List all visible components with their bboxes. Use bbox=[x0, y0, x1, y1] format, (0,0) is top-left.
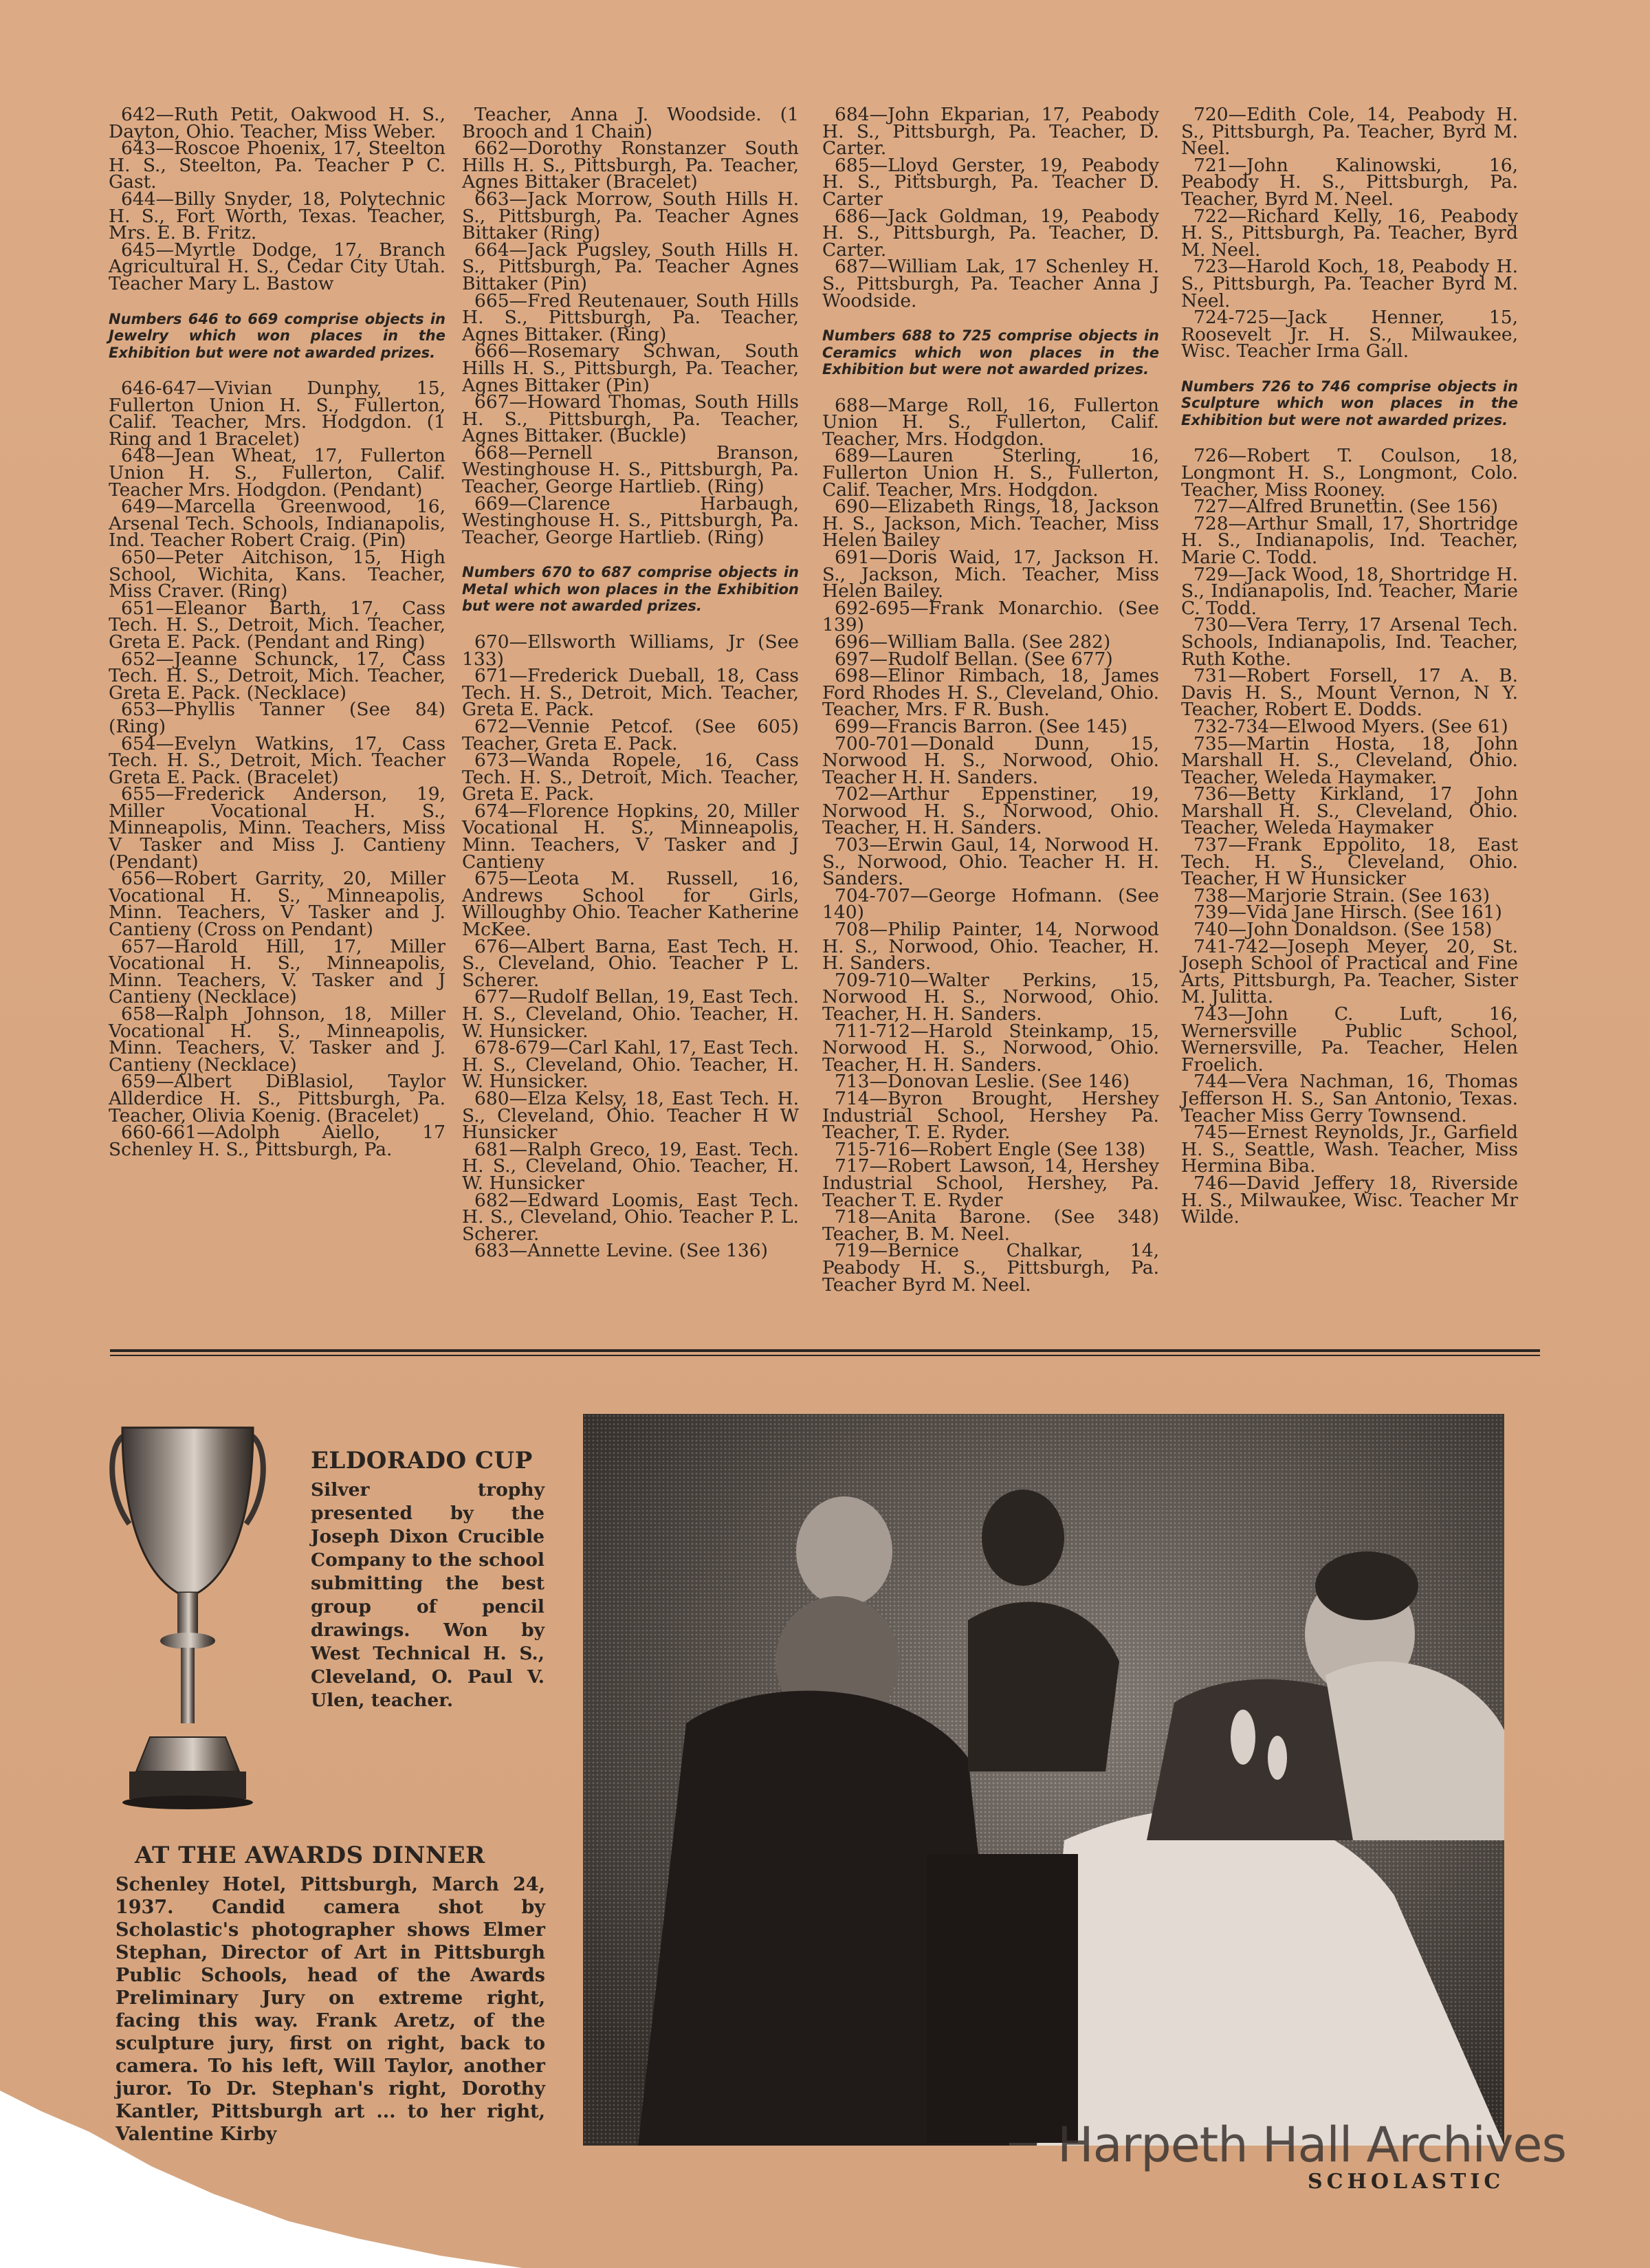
listing-entry: 739—Vida Jane Hirsch. (See 161) bbox=[1194, 902, 1502, 924]
listing-entry: 672—Vennie Petcof. (See 605) Teacher, Greta E. Pack. bbox=[462, 715, 799, 754]
listing-entry: 708—Philip Painter, 14, Norwood H. S., Norwood, Ohio. Teacher, H. H. Sanders. bbox=[822, 919, 1159, 974]
listing-entry: 690—Elizabeth Rings, 18, Jackson H. S., Jackson, Mich. Teacher, Miss Helen Bailey bbox=[822, 496, 1159, 552]
listing-entry: 666—Rosemary Schwan, South Hills H. S., Pittsburgh, Pa. Teacher, Agnes Bittaker (Pin) bbox=[462, 340, 799, 396]
section-divider bbox=[110, 1349, 1540, 1352]
trophy-cup-image bbox=[102, 1414, 274, 1813]
listing-entry: 686—Jack Goldman, 19, Peabody H. S., Pittsburgh, Pa. Teacher, D. Carter. bbox=[822, 205, 1159, 261]
listing-entry: 664—Jack Pugsley, South Hills H. S., Pittsburgh, Pa. Teacher Agnes Bittaker (Pin) bbox=[462, 239, 799, 294]
listing-entry: 720—Edith Cole, 14, Peabody H. S., Pittsburgh, Pa. Teacher, Byrd M. Neel. bbox=[1181, 104, 1518, 160]
listing-entry: 671—Frederick Dueball, 18, Cass Tech. H. S., Detroit, Mich. Teacher, Greta E. Pack. bbox=[462, 665, 799, 721]
listing-entry: 724-725—Jack Henner, 15, Roosevelt Jr. H. S., Milwaukee, Wisc. Teacher Irma Gall. bbox=[1181, 307, 1518, 362]
listing-entry: 680—Elza Kelsy, 18, East Tech. H. S., Cleveland, Ohio. Teacher H W Hunsicker bbox=[462, 1087, 799, 1144]
listing-entry: 662—Dorothy Ronstanzer South Hills H. S., Pittsburgh, Pa. Teacher, Agnes Bittaker (Bracelet) bbox=[462, 138, 799, 193]
section-note: Numbers 670 to 687 comprise objects in Metal which won places in the Exhibition but were not awarded prizes. bbox=[462, 564, 799, 615]
listing-entry: 721—John Kalinowski, 16, Peabody H. S., Pittsburgh, Pa. Teacher, Byrd M. Neel. bbox=[1181, 154, 1518, 210]
listing-entry: 746—David Jeffery 18, Riverside H. S., Milwaukee, Wisc. Teacher Mr Wilde. bbox=[1181, 1172, 1518, 1228]
listing-entry: 659—Albert DiBlasiol, Taylor Allderdice H. S., Pittsburgh, Pa. Teacher, Olivia Koenig. (Bracelet) bbox=[109, 1071, 446, 1126]
listing-entry: 670—Ellsworth Williams, Jr (See 133) bbox=[462, 631, 799, 670]
dinner-caption-title: AT THE AWARDS DINNER bbox=[135, 1842, 485, 1869]
listing-entry: Teacher, Anna J. Woodside. (1 Brooch and 1 Chain) bbox=[462, 104, 799, 142]
listing-entry: 673—Wanda Ropele, 16, Cass Tech. H. S., Detroit, Mich. Teacher, Greta E. Pack. bbox=[462, 750, 799, 805]
listing-entry: 711-712—Harold Steinkamp, 15, Norwood H. S., Norwood, Ohio. Teacher, H. H. Sanders. bbox=[822, 1020, 1159, 1076]
listing-entry: 718—Anita Barone. (See 348) Teacher, B. M. Neel. bbox=[822, 1206, 1159, 1245]
listing-entry: 646-647—Vivian Dunphy, 15, Fullerton Union H. S., Fullerton, Calif. Teacher, Mrs. Hodgdon. (1 Ring and 1 Bracelet) bbox=[109, 378, 446, 450]
listing-entry: 709-710—Walter Perkins, 15, Norwood H. S., Norwood, Ohio. Teacher, H. H. Sanders. bbox=[822, 969, 1159, 1025]
listing-entry: 642—Ruth Petit, Oakwood H. S., Dayton, Ohio. Teacher, Miss Weber. bbox=[109, 104, 446, 142]
listing-entry: 683—Annette Levine. (See 136) bbox=[474, 1240, 768, 1262]
listing-entry: 722—Richard Kelly, 16, Peabody H. S., Pittsburgh, Pa. Teacher, Byrd M. Neel. bbox=[1181, 205, 1518, 261]
listing-entry: 703—Erwin Gaul, 14, Norwood H. S., Norwood, Ohio. Teacher H. H. Sanders. bbox=[822, 834, 1159, 890]
listing-entry: 700-701—Donald Dunn, 15, Norwood H. S., Norwood, Ohio. Teacher H. H. Sanders. bbox=[822, 732, 1159, 788]
listing-entry: 704-707—George Hofmann. (See 140) bbox=[822, 884, 1159, 924]
listing-entry: 675—Leota M. Russell, 16, Andrews School for Girls, Willoughby Ohio. Teacher Katherine McKee. bbox=[462, 868, 799, 941]
listing-entry: 644—Billy Snyder, 18, Polytechnic H. S., Fort Worth, Texas. Teacher, Mrs. E. B. Fritz. bbox=[109, 188, 446, 244]
listing-entry: 651—Eleanor Barth, 17, Cass Tech. H. S., Detroit, Mich. Teacher, Greta E. Pack. (Pendant and Ring) bbox=[109, 597, 446, 653]
listing-entry: 688—Marge Roll, 16, Fullerton Union H. S., Fullerton, Calif. Teacher, Mrs. Hodgdon. bbox=[822, 394, 1159, 450]
archive-watermark: Harpeth Hall Archives bbox=[1057, 2117, 1566, 2173]
listing-entry: 730—Vera Terry, 17 Arsenal Tech. Schools, Indianapolis, Ind. Teacher, Ruth Kothe. bbox=[1181, 614, 1518, 670]
listing-entry: 714—Byron Brought, Hershey Industrial School, Hershey Pa. Teacher, T. E. Ryder. bbox=[822, 1087, 1159, 1144]
listing-entry: 653—Phyllis Tanner (See 84) (Ring) bbox=[109, 699, 446, 737]
section-note: Numbers 726 to 746 comprise objects in Sculpture which won places in the Exhibition but were not awarded prizes. bbox=[1181, 378, 1518, 428]
listing-entry: 648—Jean Wheat, 17, Fullerton Union H. S., Fullerton, Calif. Teacher Mrs. Hodgdon. (Pendant) bbox=[109, 445, 446, 501]
listing-entry: 726—Robert T. Coulson, 18, Longmont H. S., Longmont, Colo. Teacher, Miss Rooney. bbox=[1181, 445, 1518, 501]
listing-entry: 649—Marcella Greenwood, 16, Arsenal Tech. Schools, Indianapolis, Ind. Teacher Robert Craig. (Pin) bbox=[109, 496, 446, 552]
listing-entry: 729—Jack Wood, 18, Shortridge H. S., Indianapolis, Ind. Teacher, Marie C. Todd. bbox=[1181, 563, 1518, 619]
listing-entry: 655—Frederick Anderson, 19, Miller Vocational H. S., Minneapolis, Minn. Teachers, Miss V Tasker and Miss J. Cantieny (Pendant) bbox=[109, 783, 446, 873]
listing-entry: 645—Myrtle Dodge, 17, Branch Agricultural H. S., Cedar City Utah. Teacher Mary L. Bastow bbox=[109, 239, 446, 294]
listing-entry: 723—Harold Koch, 18, Peabody H. S., Pittsburgh, Pa. Teacher Byrd M. Neel. bbox=[1181, 256, 1518, 312]
listing-entry: 656—Robert Garrity, 20, Miller Vocational H. S., Minneapolis, Minn. Teachers, V Tasker and J. Cantieny (Cross on Pendant) bbox=[109, 868, 446, 941]
listing-entry: 735—Martin Hosta, 18, John Marshall H. S., Cleveland, Ohio. Teacher, Weleda Haymaker. bbox=[1181, 732, 1518, 788]
listing-entry: 668—Pernell Branson, Westinghouse H. S., Pittsburgh, Pa. Teacher, George Hartlieb. (Ring) bbox=[462, 441, 799, 498]
cup-caption-title: ELDORADO CUP bbox=[311, 1447, 533, 1474]
listing-entry: 652—Jeanne Schunck, 17, Cass Tech. H. S., Detroit, Mich. Teacher, Greta E. Pack. (Necklace) bbox=[109, 648, 446, 704]
listing-entry: 687—William Lak, 17 Schenley H. S., Pittsburgh, Pa. Teacher Anna J Woodside. bbox=[822, 256, 1159, 312]
listing-entry: 713—Donovan Leslie. (See 146) bbox=[835, 1071, 1130, 1093]
listing-entry: 654—Evelyn Watkins, 17, Cass Tech. H. S., Detroit, Mich. Teacher Greta E. Pack. (Bracelet) bbox=[109, 732, 446, 788]
listing-entry: 738—Marjorie Strain. (See 163) bbox=[1194, 884, 1490, 906]
listing-entry: 682—Edward Loomis, East Tech. H. S., Cleveland, Ohio. Teacher P. L. Scherer. bbox=[462, 1189, 799, 1245]
listing-entry: 698—Elinor Rimbach, 18, James Ford Rhodes H. S., Cleveland, Ohio. Teacher, Mrs. F R. Bush. bbox=[822, 665, 1159, 721]
listing-entry: 669—Clarence Harbaugh, Westinghouse H. S., Pittsburgh, Pa. Teacher, George Hartlieb. (Ring) bbox=[462, 492, 799, 548]
listing-entry: 667—Howard Thomas, South Hills H. S., Pittsburgh, Pa. Teacher, Agnes Bittaker. (Buckle) bbox=[462, 391, 799, 447]
listing-entry: 727—Alfred Brunettin. (See 156) bbox=[1194, 496, 1499, 518]
listing-entry: 717—Robert Lawson, 14, Hershey Industrial School, Hershey, Pa. Teacher T. E. Ryder bbox=[822, 1155, 1159, 1211]
listing-entry: 737—Frank Eppolito, 18, East Tech. H. S., Cleveland, Ohio. Teacher, H W Hunsicker bbox=[1181, 834, 1518, 890]
listing-entry: 699—Francis Barron. (See 145) bbox=[835, 715, 1128, 737]
listing-entry: 692-695—Frank Monarchio. (See 139) bbox=[822, 597, 1159, 636]
dinner-caption-text: Schenley Hotel, Pittsburgh, March 24, 1937. Candid camera shot by Scholastic's photographer shows Elmer Stephan, Director of Art in Pittsburgh Public Schools, head of the Awards Preliminary Jury on extreme right, facing this way. Frank Aretz, of the sculpture jury, first on right, back to camera. To his left, Will Taylor, another juror. To Dr. Stephan's right, Dorothy Kantler, Pittsburgh art ... to her right, Valentine Kirby bbox=[116, 1874, 545, 2145]
listing-entry: 681—Ralph Greco, 19, East. Tech. H. S., Cleveland, Ohio. Teacher, H. W. Hunsicker bbox=[462, 1138, 799, 1194]
listing-entry: 685—Lloyd Gerster, 19, Peabody H. S., Pittsburgh, Pa. Teacher D. Carter bbox=[822, 154, 1159, 210]
listing-entry: 715-716—Robert Engle (See 138) bbox=[835, 1138, 1146, 1160]
listing-entry: 745—Ernest Reynolds, Jr., Garfield H. S., Seattle, Wash. Teacher, Miss Hermina Biba. bbox=[1181, 1122, 1518, 1177]
listing-entry: 702—Arthur Eppenstiner, 19, Norwood H. S., Norwood, Ohio. Teacher, H. H. Sanders. bbox=[822, 783, 1159, 839]
listing-entry: 643—Roscoe Phoenix, 17, Steelton H. S., Steelton, Pa. Teacher P C. Gast. bbox=[109, 138, 446, 193]
listing-entry: 732-734—Elwood Myers. (See 61) bbox=[1194, 715, 1508, 737]
listing-entry: 663—Jack Morrow, South Hills H. S., Pittsburgh, Pa. Teacher Agnes Bittaker (Ring) bbox=[462, 188, 799, 244]
section-note: Numbers 646 to 669 comprise objects in Jewelry which won places in the Exhibition but were not awarded prizes. bbox=[109, 310, 446, 361]
listing-entry: 658—Ralph Johnson, 18, Miller Vocational H. S., Minneapolis, Minn. Teachers, V. Tasker and J. Cantieny (Necklace) bbox=[109, 1003, 446, 1076]
listing-entry: 728—Arthur Small, 17, Shortridge H. S., Indianapolis, Ind. Teacher, Marie C. Todd. bbox=[1181, 512, 1518, 568]
listing-entry: 696—William Balla. (See 282) bbox=[835, 631, 1111, 653]
awards-dinner-photo bbox=[583, 1414, 1504, 2146]
cup-caption-text: Silver trophy presented by the Joseph Dixon Crucible Company to the school submitting the best group of pencil drawings. Won by West Technical H. S., Cleveland, O. Paul V. Ulen, teacher. bbox=[311, 1479, 544, 1711]
listing-column-2 bbox=[462, 104, 799, 1262]
page-footer-publication: SCHOLASTIC bbox=[1308, 2170, 1505, 2194]
listing-entry: 676—Albert Barna, East Tech. H. S., Cleveland, Ohio. Teacher P L. Scherer. bbox=[462, 935, 799, 991]
listing-column-4 bbox=[1181, 104, 1518, 1228]
listing-entry: 674—Florence Hopkins, 20, Miller Vocational H. S., Minneapolis, Minn. Teachers, V Tasker and J Cantieny bbox=[462, 800, 799, 873]
listing-column-1 bbox=[109, 104, 446, 1160]
listing-entry: 741-742—Joseph Meyer, 20, St. Joseph School of Practical and Fine Arts, Pittsburgh, Pa. Teacher, Sister M. Julitta. bbox=[1181, 935, 1518, 1008]
listing-entry: 678-679—Carl Kahl, 17, East Tech. H. S., Cleveland, Ohio. Teacher, H. W. Hunsicker. bbox=[462, 1037, 799, 1093]
listing-entry: 744—Vera Nachman, 16, Thomas Jefferson H. S., San Antonio, Texas. Teacher Miss Gerry Townsend. bbox=[1181, 1071, 1518, 1126]
section-note: Numbers 688 to 725 comprise objects in Ceramics which won places in the Exhibition but were not awarded prizes. bbox=[822, 327, 1159, 378]
listing-column-3 bbox=[822, 104, 1159, 1296]
listing-entry: 657—Harold Hill, 17, Miller Vocational H. S., Minneapolis, Minn. Teachers, V. Tasker and J Cantieny (Necklace) bbox=[109, 935, 446, 1008]
listing-entry: 650—Peter Aitchison, 15, High School, Wichita, Kans. Teacher, Miss Craver. (Ring) bbox=[109, 546, 446, 602]
section-divider-thin bbox=[110, 1355, 1540, 1356]
listing-entry: 665—Fred Reutenauer, South Hills H. S., Pittsburgh, Pa. Teacher, Agnes Bittaker. (Ring) bbox=[462, 290, 799, 345]
listing-entry: 677—Rudolf Bellan, 19, East Tech. H. S., Cleveland, Ohio. Teacher, H. W. Hunsicker. bbox=[462, 986, 799, 1042]
listing-entry: 660-661—Adolph Aiello, 17 Schenley H. S., Pittsburgh, Pa. bbox=[109, 1122, 446, 1160]
listing-entry: 743—John C. Luft, 16, Wernersville Public School, Wernersville, Pa. Teacher, Helen Froelich. bbox=[1181, 1003, 1518, 1076]
listing-entry: 689—Lauren Sterling, 16, Fullerton Union H. S., Fullerton, Calif. Teacher, Mrs. Hodgdon. bbox=[822, 445, 1159, 501]
listing-entry: 736—Betty Kirkland, 17 John Marshall H. S., Cleveland, Ohio. Teacher, Weleda Haymaker bbox=[1181, 783, 1518, 839]
listing-entry: 719—Bernice Chalkar, 14, Peabody H. S., Pittsburgh, Pa. Teacher Byrd M. Neel. bbox=[822, 1240, 1159, 1296]
listing-entry: 740—John Donaldson. (See 158) bbox=[1194, 919, 1493, 941]
listing-entry: 731—Robert Forsell, 17 A. B. Davis H. S., Mount Vernon, N Y. Teacher, Robert E. Dodds. bbox=[1181, 665, 1518, 721]
listing-entry: 691—Doris Waid, 17, Jackson H. S., Jackson, Mich. Teacher, Miss Helen Bailey. bbox=[822, 546, 1159, 602]
listing-entry: 684—John Ekparian, 17, Peabody H. S., Pittsburgh, Pa. Teacher, D. Carter. bbox=[822, 104, 1159, 160]
listing-entry: 697—Rudolf Bellan. (See 677) bbox=[835, 648, 1113, 670]
